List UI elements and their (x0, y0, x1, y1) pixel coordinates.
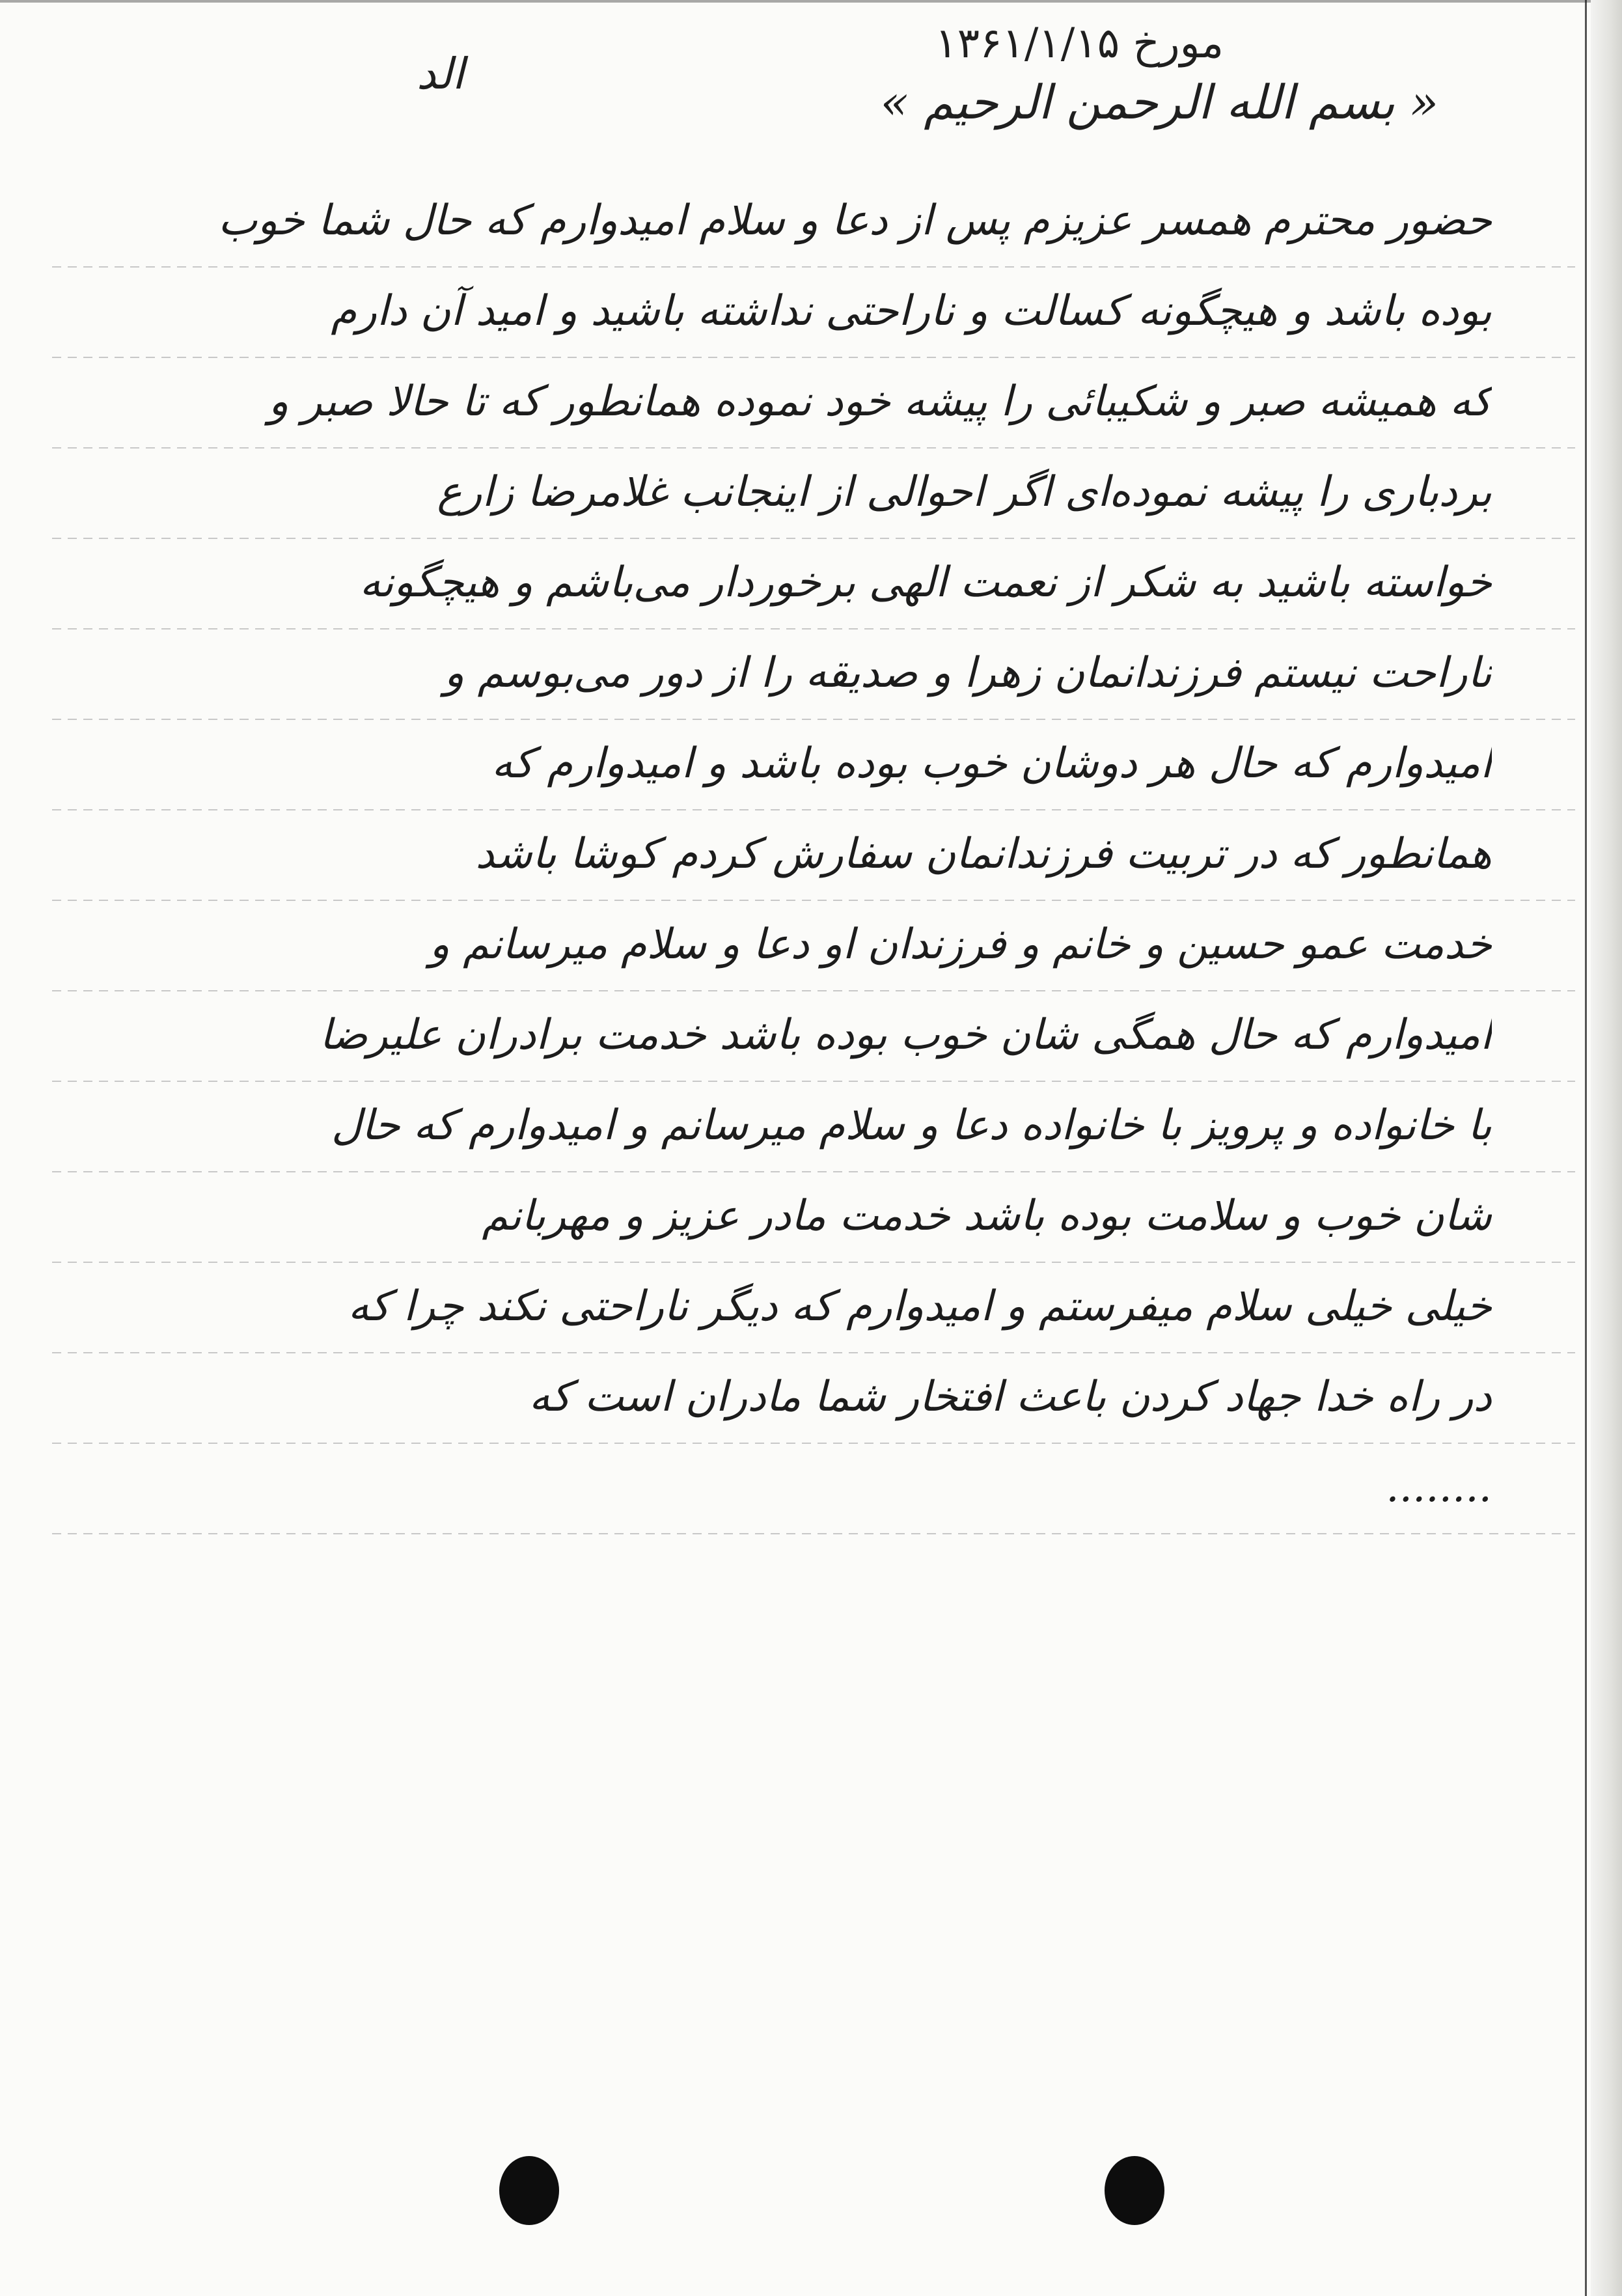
letter-line: حضور محترم همسر عزیزم پس از دعا و سلام امیدوارم که حال شما خوب (218, 197, 1492, 245)
letter-line: امیدوارم که حال هر دوشان خوب بوده باشد و امیدوارم که (491, 740, 1492, 788)
corner-mark: الد (417, 49, 465, 99)
letter-line: امیدوارم که حال همگی شان خوب بوده باشد خدمت برادران علیرضا (319, 1011, 1492, 1059)
letter-line: بوده باشد و هیچگونه کسالت و ناراحتی نداشته باشید و امید آن دارم (331, 287, 1492, 335)
letter-line: همانطور که در تربیت فرزندانمان سفارش کردم کوشا باشد (475, 830, 1492, 878)
letter-line: ناراحت نیستم فرزندانمان زهرا و صدیقه را از دور می‌بوسم و (444, 649, 1492, 697)
letter-line: در راه خدا جهاد کردن باعث افتخار شما مادران است که (529, 1373, 1492, 1421)
letter-line: ........ (1386, 1463, 1492, 1512)
basmala-heading: « بسم الله الرحمن الرحیم » (880, 75, 1438, 130)
letter-date: مورخ ۱۳۶۱/۱/۱۵ (935, 20, 1224, 68)
letter-line: با خانواده و پرویز با خانواده دعا و سلام میرسانم و امیدوارم که حال (331, 1101, 1492, 1150)
letter-line: خدمت عمو حسین و خانم و فرزندان او دعا و سلام میرسانم و (429, 920, 1492, 969)
letter-line: که همیشه صبر و شکیبائی را پیشه خود نموده همانطور که تا حالا صبر و (268, 378, 1492, 426)
letter-line: خیلی خیلی سلام میفرستم و امیدوارم که دیگر ناراحتی نکند چرا که (348, 1282, 1492, 1331)
letter-body (216, 176, 1492, 1533)
letter-line: شان خوب و سلامت بوده باشد خدمت مادر عزیز و مهربانم (482, 1192, 1492, 1240)
letter-line: بردباری را پیشه نموده‌ای اگر احوالی از اینجانب غلامرضا زارع (437, 468, 1492, 516)
letter-line: خواسته باشید به شکر از نعمت الهی برخوردار می‌باشم و هیچگونه (359, 559, 1492, 607)
punch-hole-left (499, 2156, 559, 2225)
punch-hole-right (1105, 2156, 1164, 2225)
letter-header (391, 20, 1497, 156)
